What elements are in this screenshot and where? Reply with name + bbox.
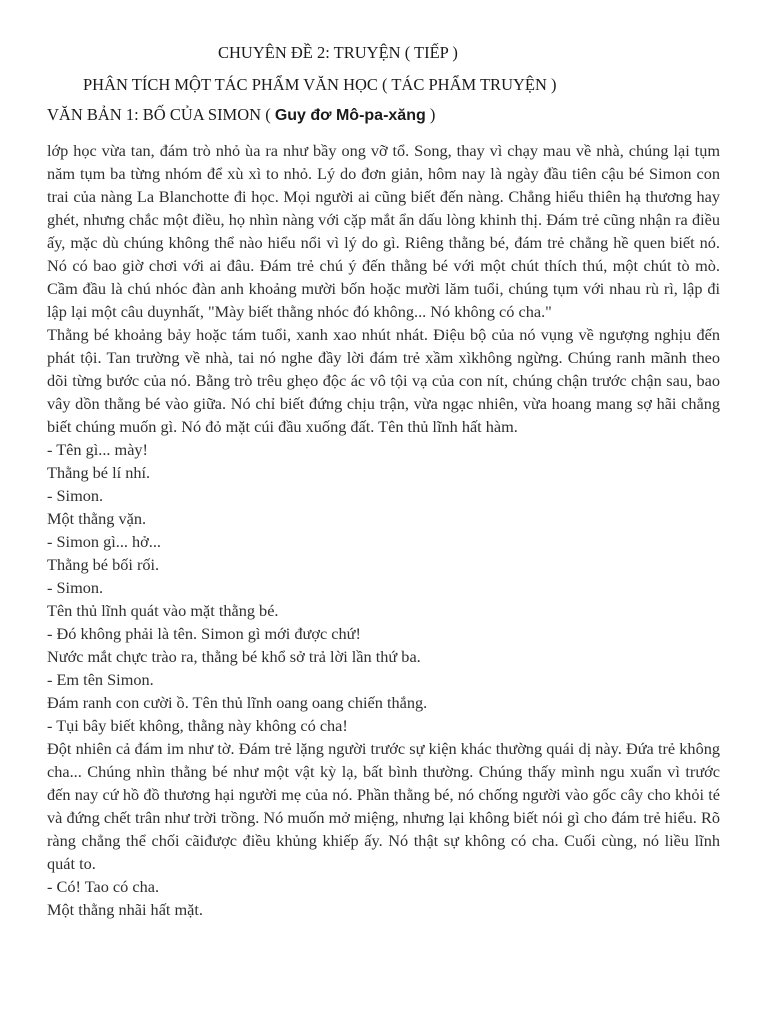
story-paragraph: Thằng bé khoảng bảy hoặc tám tuổi, xanh xao nhút nhát. Điệu bộ của nó vụng về ngượng nghịu đến phát tội. Tan trường về nhà, tai nó nghe đầy lời đám trẻ xầm xìkhông ngừng. Chúng ranh mãnh theo dõi từng bước của nó. Bằng trò trêu ghẹo độc ác vô tội vạ của con nít, chúng chận trước chận sau, bao vây dồn thằng bé vào giữa. Nó chỉ biết đứng chịu trận, vừa ngạc nhiên, vừa hoang mang sợ hãi chẳng biết chúng muốn gì. Nó đỏ mặt cúi đầu xuống đất. Tên thủ lĩnh hất hàm. xyxy=(47,325,720,436)
dialogue-line: - Em tên Simon. xyxy=(47,670,154,689)
dialogue-line: - Tên gì... mày! xyxy=(47,440,148,459)
dialogue-line: - Tụi bây biết không, thằng này không có cha! xyxy=(47,716,348,735)
text-title-heading xyxy=(47,105,435,126)
dialogue-line: Thằng bé lí nhí. xyxy=(47,463,151,482)
subtitle-heading: PHÂN TÍCH MỘT TÁC PHẨM VĂN HỌC ( TÁC PHẨM TRUYỆN ) xyxy=(83,75,557,94)
dialogue-line: - Đó không phải là tên. Simon gì mới được chứ! xyxy=(47,624,361,643)
closing-line: - Có! Tao có cha. xyxy=(47,877,160,896)
topic-heading: CHUYÊN ĐỀ 2: TRUYỆN ( TIẾP ) xyxy=(218,43,458,62)
dialogue-line: Tên thủ lĩnh quát vào mặt thằng bé. xyxy=(47,601,279,620)
dialogue-line: Nước mắt chực trào ra, thằng bé khổ sở trả lời lần thứ ba. xyxy=(47,647,421,666)
text-title-prefix: VĂN BẢN 1: BỐ CỦA SIMON ( xyxy=(47,105,275,124)
story-body xyxy=(47,139,720,921)
closing-line: Một thằng nhãi hất mặt. xyxy=(47,900,203,919)
dialogue-line: Thằng bé bối rối. xyxy=(47,555,160,574)
dialogue-line: - Simon gì... hở... xyxy=(47,532,161,551)
story-paragraph: Đột nhiên cả đám im như tờ. Đám trẻ lặng người trước sự kiện khác thường quái dị này. Đứa trẻ không cha... Chúng nhìn thằng bé như một vật kỳ lạ, bất bình thường. Chúng thấy mình ngu xuẩn vì trước đến nay cứ hồ đồ thương hại người mẹ của nó. Phần thằng bé, nó chống người vào gốc cây cho khỏi té và đứng chết trân như trời trồng. Nó muốn mở miệng, nhưng lại không biết nói gì cho đám trẻ hiểu. Rõ ràng chẳng thể chối cãiđược điều khủng khiếp ấy. Nó thật sự không có cha. Cuối cùng, nó liều lĩnh quát to. xyxy=(47,739,720,873)
author-name: Guy đơ Mô-pa-xăng xyxy=(274,107,426,124)
dialogue-line: - Simon. xyxy=(47,486,104,505)
dialogue-line: Một thằng vặn. xyxy=(47,509,147,528)
text-title-suffix: ) xyxy=(425,105,436,124)
dialogue-line: Đám ranh con cười ồ. Tên thủ lĩnh oang oang chiến thắng. xyxy=(47,693,428,712)
story-paragraph: lớp học vừa tan, đám trò nhỏ ùa ra như bầy ong vỡ tổ. Song, thay vì chạy mau về nhà, chúng lại tụm năm tụm ba từng nhóm để xù xì to nhỏ. Lý do đơn giản, hôm nay là ngày đầu tiên cậu bé Simon con trai của nàng La Blanchotte đi học. Mọi người ai cũng biết đến nàng. Chẳng hiểu thiên hạ thương hay ghét, nhưng chắc một điều, họ nhìn nàng với cặp mắt ẩn dấu lòng khinh thị. Đám trẻ cũng nhận ra điều ấy, mặc dù chúng không thể nào hiểu nổi vì lý do gì. Riêng thằng bé, đám trẻ chẳng hề quen biết nó. Nó có bao giờ chơi với ai đâu. Đám trẻ chú ý đến thằng bé với một chút thích thú, một chút tò mò. Cầm đầu là chú nhóc đàn anh khoảng mười bốn hoặc mười lăm tuổi, chúng tụm với nhau rù rì, lập đi lập lại một câu duynhất, "Mày biết thằng nhóc đó không... Nó không có cha." xyxy=(47,141,720,321)
dialogue-line: - Simon. xyxy=(47,578,104,597)
